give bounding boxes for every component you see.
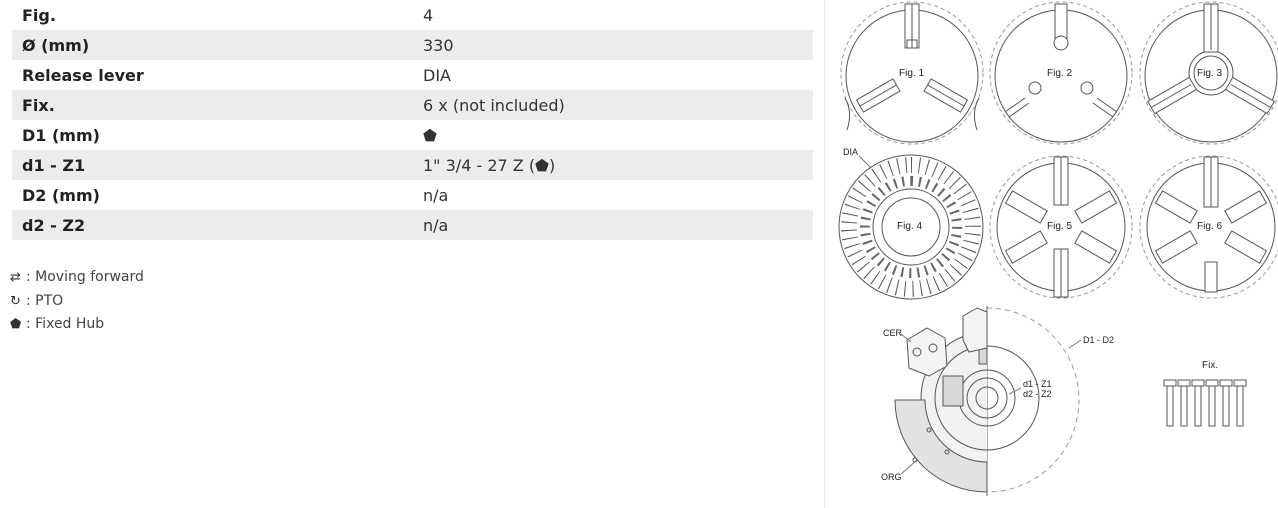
d2-z2-label: d2 - Z2 — [1023, 389, 1052, 399]
table-row — [12, 150, 813, 180]
spec-label: D2 (mm) — [22, 185, 100, 205]
spec-value: DIA — [423, 65, 451, 85]
spec-value: 330 — [423, 30, 813, 60]
cer-label: CER — [883, 328, 903, 338]
fig-5-label: Fig. 5 — [1047, 221, 1073, 232]
legend-text: : Moving forward — [26, 269, 144, 285]
fig-4-label: Fig. 4 — [897, 221, 923, 232]
spec-value: ⬟ — [423, 125, 437, 145]
d1-d2-label: D1 - D2 — [1083, 335, 1115, 345]
fix-label: Fix. — [1202, 360, 1219, 371]
fig-6-label: Fig. 6 — [1197, 221, 1223, 232]
legend-text: : PTO — [26, 292, 64, 309]
table-row — [12, 90, 813, 120]
symbol-legend — [10, 266, 144, 337]
org-label: ORG — [881, 472, 902, 482]
table-row — [12, 60, 813, 90]
legend-item-moving-forward — [10, 266, 144, 290]
spec-label: Fig. — [22, 5, 56, 25]
fig-2-label: Fig. 2 — [1047, 68, 1073, 79]
legend-text: : Fixed Hub — [26, 316, 105, 332]
fig-3-drawing — [1140, 2, 1278, 144]
spec-value: 4 — [423, 5, 434, 25]
spec-label: d2 - Z2 — [12, 210, 423, 240]
spec-label: d1 - Z1 — [12, 150, 423, 180]
swap-arrows-icon: ⇄ — [10, 270, 21, 285]
bolt-icon — [1234, 380, 1246, 426]
spec-value: n/a — [423, 185, 449, 205]
spec-label: Fix. — [12, 90, 423, 120]
clutch-disc-drawing — [881, 306, 1114, 496]
legend-item-fixed-hub — [10, 313, 144, 337]
fig-5-drawing — [990, 156, 1132, 298]
d1-z1-label: d1 - Z1 — [1023, 379, 1052, 389]
fig-2-drawing — [990, 2, 1132, 144]
bolt-icon — [1164, 380, 1176, 426]
fig-4-drawing — [839, 155, 983, 299]
fixing-bolts-drawing — [1164, 360, 1246, 426]
spec-value: 1" 3/4 - 27 Z (⬟) — [423, 150, 813, 180]
technical-drawing-panel — [825, 0, 1278, 508]
table-row — [12, 210, 813, 240]
rotate-icon: ↻ — [10, 293, 21, 309]
fig-3-label: Fig. 3 — [1197, 68, 1223, 79]
pentagon-icon: ⬟ — [10, 317, 22, 332]
fig-1-drawing — [841, 2, 983, 144]
spec-value: 6 x (not included) — [423, 90, 813, 120]
bolt-icon — [1178, 380, 1190, 426]
fig-1-label: Fig. 1 — [899, 68, 925, 79]
spec-label: D1 (mm) — [22, 125, 100, 145]
table-row — [12, 0, 813, 30]
spec-label: Ø (mm) — [12, 30, 423, 60]
bolt-icon — [1192, 380, 1204, 426]
technical-drawing — [825, 0, 1278, 508]
table-row — [12, 180, 813, 210]
dia-label: DIA — [843, 147, 859, 157]
bolt-icon — [1206, 380, 1218, 426]
table-row — [12, 30, 813, 60]
fig-6-drawing — [1140, 156, 1278, 298]
spec-value: n/a — [423, 210, 813, 240]
legend-item-pto — [10, 290, 144, 314]
bolt-icon — [1220, 380, 1232, 426]
spec-table — [12, 0, 813, 240]
spec-label: Release lever — [22, 65, 144, 85]
table-row — [12, 120, 813, 150]
